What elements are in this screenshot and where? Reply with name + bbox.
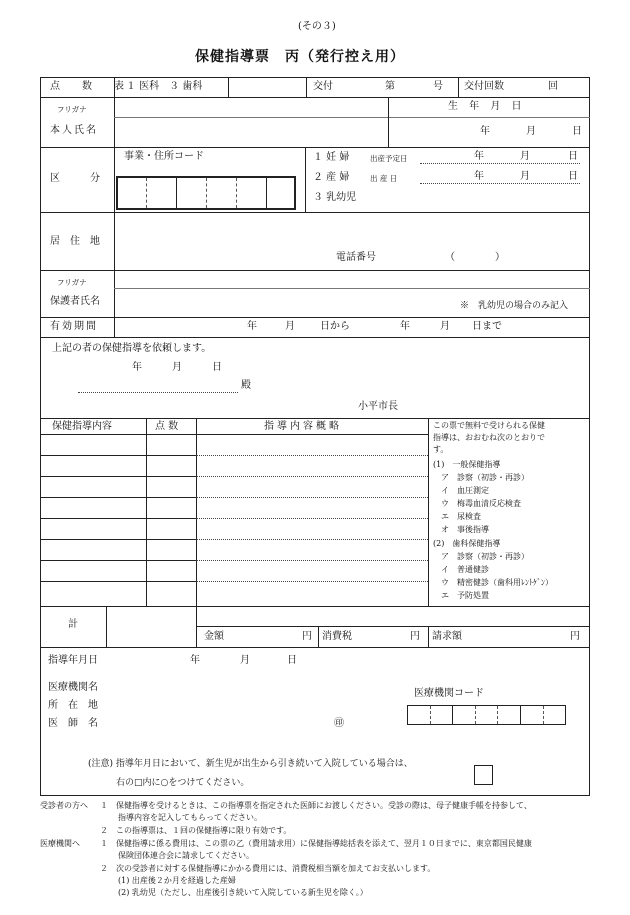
free-info-item: エ 予防処置 — [433, 591, 489, 600]
sanpu-year: 年 — [474, 171, 484, 182]
guardian-note: ※ 乳幼児の場合のみ記入 — [460, 301, 569, 311]
free-info-item: ア 診察（初診・再診） — [433, 552, 529, 561]
kai-label: 回 — [548, 81, 558, 92]
free-info-item: ウ 梅毒血清反応検査 — [433, 499, 521, 508]
institution-note-2a: (1) 出産後２か月を経過した産婦 — [118, 876, 236, 885]
inpatient-checkbox[interactable] — [474, 765, 493, 785]
amount-label: 金額 — [204, 631, 224, 642]
free-info-item: ウ 精密健診（歯科用ﾚﾝﾄｹﾞﾝ） — [433, 578, 553, 587]
guidance-day: 日 — [287, 655, 297, 666]
free-info-item: (1) 一般保健指導 — [433, 460, 501, 469]
free-info-item: エ 尿検査 — [433, 512, 481, 521]
option-sanpu: ２ 産 婦 — [313, 172, 350, 183]
option-sanpu-sub: 出 産 日 — [370, 174, 398, 183]
tax-yen: 円 — [410, 631, 420, 642]
request-date: 年 月 日 — [132, 362, 222, 373]
sanpu-day: 日 — [568, 171, 578, 182]
col-summary: 指導内容概略 — [264, 421, 342, 432]
tensu-label: 点 数 表 — [50, 81, 130, 92]
option-ninpu: １ 妊 婦 — [313, 152, 350, 163]
birth-label: 生 年 月 日 — [448, 101, 526, 112]
honorific: 殿 — [241, 380, 251, 391]
kubun-label: 区 分 — [50, 173, 100, 184]
free-info-item: ア 診察（初診・再診） — [433, 473, 529, 482]
amount-yen: 円 — [302, 631, 312, 642]
validity-month2: 月 — [440, 321, 450, 332]
total-label: 計 — [68, 619, 78, 630]
validity-label: 有効期間 — [50, 321, 98, 332]
free-info-intro-2: 指導は、おおむね次のとおりで — [433, 433, 545, 442]
jigyo-code-label: 事業・住所コード — [124, 151, 204, 162]
free-info-intro-1: この票で無料で受けられる保健 — [433, 421, 545, 430]
guardian-label: 保護者氏名 — [50, 296, 100, 307]
name-label: 本人氏名 — [50, 125, 98, 136]
doctor-name-label: 医 師 名 — [48, 718, 98, 729]
mayor-name: 小平市長 — [358, 401, 398, 412]
caution-line-2: 右の□内に○をつけてください。 — [116, 778, 250, 788]
free-info-item: イ 普通健診 — [433, 565, 489, 574]
free-info-item: オ 事後指導 — [433, 525, 489, 534]
recipient-note-2: ２ この指導票は、１回の保健指導に限り有効です。 — [100, 826, 292, 835]
request-text: 上記の者の保健指導を依頼します。 — [52, 343, 212, 354]
ninpu-month: 月 — [520, 151, 530, 162]
furigana-label: フリガナ — [57, 105, 87, 114]
institution-note-2b: (2) 乳幼児（ただし、出産後引き続いて入院している新生児を除く。） — [118, 888, 368, 897]
to-recipient-heading: 受診者の方へ — [40, 801, 88, 810]
sheet-number: (その３) — [298, 21, 336, 32]
col-points: 点 数 — [155, 421, 179, 432]
institution-code-label: 医療機関コード — [414, 688, 484, 699]
to-institution-heading: 医療機関へ — [40, 839, 80, 848]
validity-month1: 月 — [285, 321, 295, 332]
ninpu-year: 年 — [474, 151, 484, 162]
free-info-item: (2) 歯科保健指導 — [433, 539, 501, 548]
validity-from: 日から — [320, 321, 350, 332]
recipient-note-1: １ 保健指導を受けるときは、この指導票を指定された医師にお渡しください。受診の際は、母子健康手帳を持参して、 — [100, 801, 532, 810]
guidance-year: 年 — [190, 655, 200, 666]
kofu-kaisu-label: 交付回数 — [464, 81, 504, 92]
validity-until: 日まで — [472, 321, 502, 332]
guidance-month: 月 — [240, 655, 250, 666]
go-label: 号 — [433, 81, 443, 92]
dai-label: 第 — [385, 81, 395, 92]
birth-month: 月 — [526, 126, 536, 137]
institution-note-2: ２ 次の受診者に対する保健指導にかかる費用には、消費税相当額を加えてお支払いします。 — [100, 864, 436, 873]
free-info-item: イ 血圧測定 — [433, 486, 489, 495]
claim-yen: 円 — [570, 631, 580, 642]
institution-name-label: 医療機関名 — [48, 682, 98, 693]
guidance-date-label: 指導年月日 — [48, 655, 98, 666]
free-info-intro-3: す。 — [433, 445, 449, 454]
kofu-label: 交付 — [313, 81, 333, 92]
phone-label: 電話番号 — [336, 252, 376, 263]
validity-year2: 年 — [400, 321, 410, 332]
institution-note-1: １ 保健指導に係る費用は、この票の乙（費用請求用）に保健指導総括表を添えて、翌月１０日までに、東京都国民健康 — [100, 839, 532, 848]
birth-year: 年 — [480, 126, 490, 137]
ninpu-day: 日 — [568, 151, 578, 162]
institution-note-1b: 保険団体連合会に請求してください。 — [118, 851, 254, 860]
recipient-note-1b: 指導内容を記入してもらってください。 — [118, 813, 262, 822]
tax-label: 消費税 — [322, 631, 352, 642]
option-nyuyoji: ３ 乳幼児 — [313, 192, 357, 203]
claim-label: 請求額 — [432, 631, 462, 642]
caution-line-1: (注意) 指導年月日において、新生児が出生から引き続いて入院している場合は、 — [88, 759, 413, 769]
sanpu-month: 月 — [520, 171, 530, 182]
address-label: 居 住 地 — [50, 236, 100, 247]
option-ninpu-sub: 出産予定日 — [370, 154, 408, 163]
col-guidance-content: 保健指導内容 — [52, 421, 112, 432]
validity-year1: 年 — [247, 321, 257, 332]
birth-day: 日 — [572, 126, 582, 137]
ika-shika-options: １ 医科 ３ 歯科 — [126, 81, 203, 92]
seal-mark: ㊞ — [334, 718, 344, 729]
institution-address-label: 所 在 地 — [48, 700, 98, 711]
page-title: 保健指導票 丙（発行控え用） — [195, 49, 405, 65]
phone-paren: （ ） — [445, 252, 505, 263]
guardian-furigana: フリガナ — [57, 278, 87, 287]
